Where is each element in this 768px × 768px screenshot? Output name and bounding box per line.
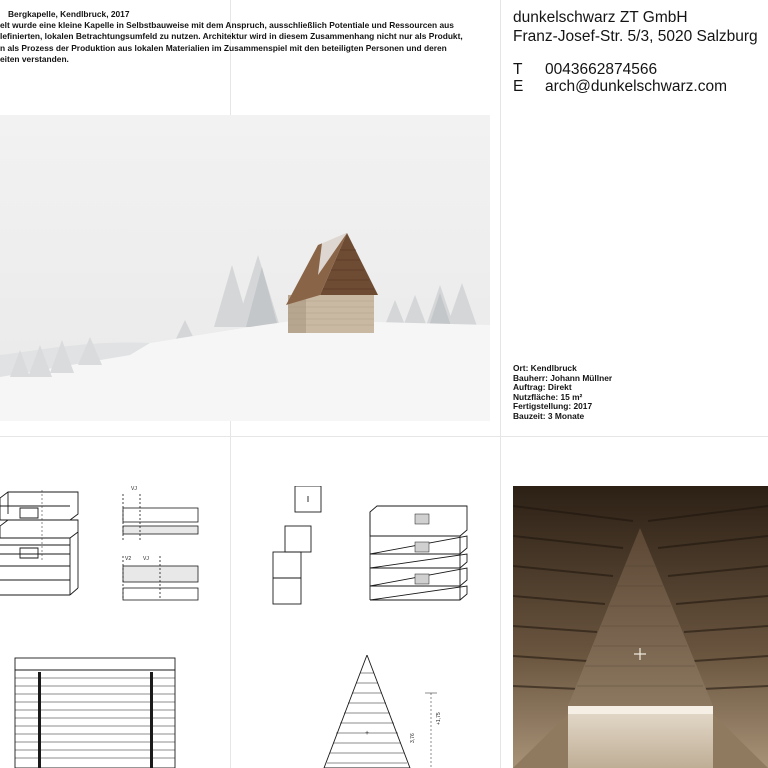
project-facts xyxy=(513,364,612,422)
fact-area: Nutzfläche: 15 m² xyxy=(513,391,583,402)
email-address[interactable]: arch@dunkelschwarz.com xyxy=(545,78,727,95)
project-title: Bergkapelle, Kendlbruck, 2017 xyxy=(8,9,130,19)
phone-row xyxy=(513,61,727,78)
email-key: E xyxy=(513,78,524,95)
contact-block xyxy=(513,61,727,95)
phone-number[interactable]: 0043662874566 xyxy=(545,61,658,78)
height-label: +1,75 xyxy=(436,712,442,725)
description-line: n als Prozess der Produktion aus lokalen Materialien im Zusammenspiel mit den beteiligten Personen und deren xyxy=(0,42,447,53)
front-elevation-drawing xyxy=(300,655,460,768)
fact-commission: Auftrag: Direkt xyxy=(513,382,572,393)
dimension-label: V2 xyxy=(125,556,132,562)
chapel-interior-photo xyxy=(513,486,768,768)
description-line: lefinierten, lokalen Betrachtungsumfeld zu nutzen. Architektur wird in diesem Zusammenhang nicht nur als Produkt, xyxy=(0,31,463,42)
project-description xyxy=(0,9,490,65)
phone-key: T xyxy=(513,61,523,78)
joint-detail-drawing-right xyxy=(265,486,475,611)
joint-detail-drawing-left xyxy=(0,470,235,610)
svg-text:+: + xyxy=(365,730,370,737)
description-line: eiten verstanden. xyxy=(0,53,69,64)
height-label: 3,76 xyxy=(410,733,416,743)
chapel-exterior-photo xyxy=(0,115,490,421)
fact-client: Bauherr: Johann Müllner xyxy=(513,372,613,383)
dimension-label: VJ xyxy=(131,486,137,492)
fact-duration: Bauzeit: 3 Monate xyxy=(513,410,585,421)
email-row xyxy=(513,78,727,95)
fact-completion: Fertigstellung: 2017 xyxy=(513,401,593,412)
fact-location: Ort: Kendlbruck xyxy=(513,363,577,373)
company-block xyxy=(513,8,758,46)
company-name: dunkelschwarz ZT GmbH xyxy=(513,9,688,26)
side-elevation-drawing xyxy=(0,650,230,768)
company-address: Franz-Josef-Str. 5/3, 5020 Salzburg xyxy=(513,28,758,45)
description-line: elt wurde eine kleine Kapelle in Selbstbauweise mit dem Anspruch, ausschließlich Potentiale und Ressourcen aus xyxy=(0,20,454,31)
dimension-label: VJ xyxy=(143,556,149,562)
